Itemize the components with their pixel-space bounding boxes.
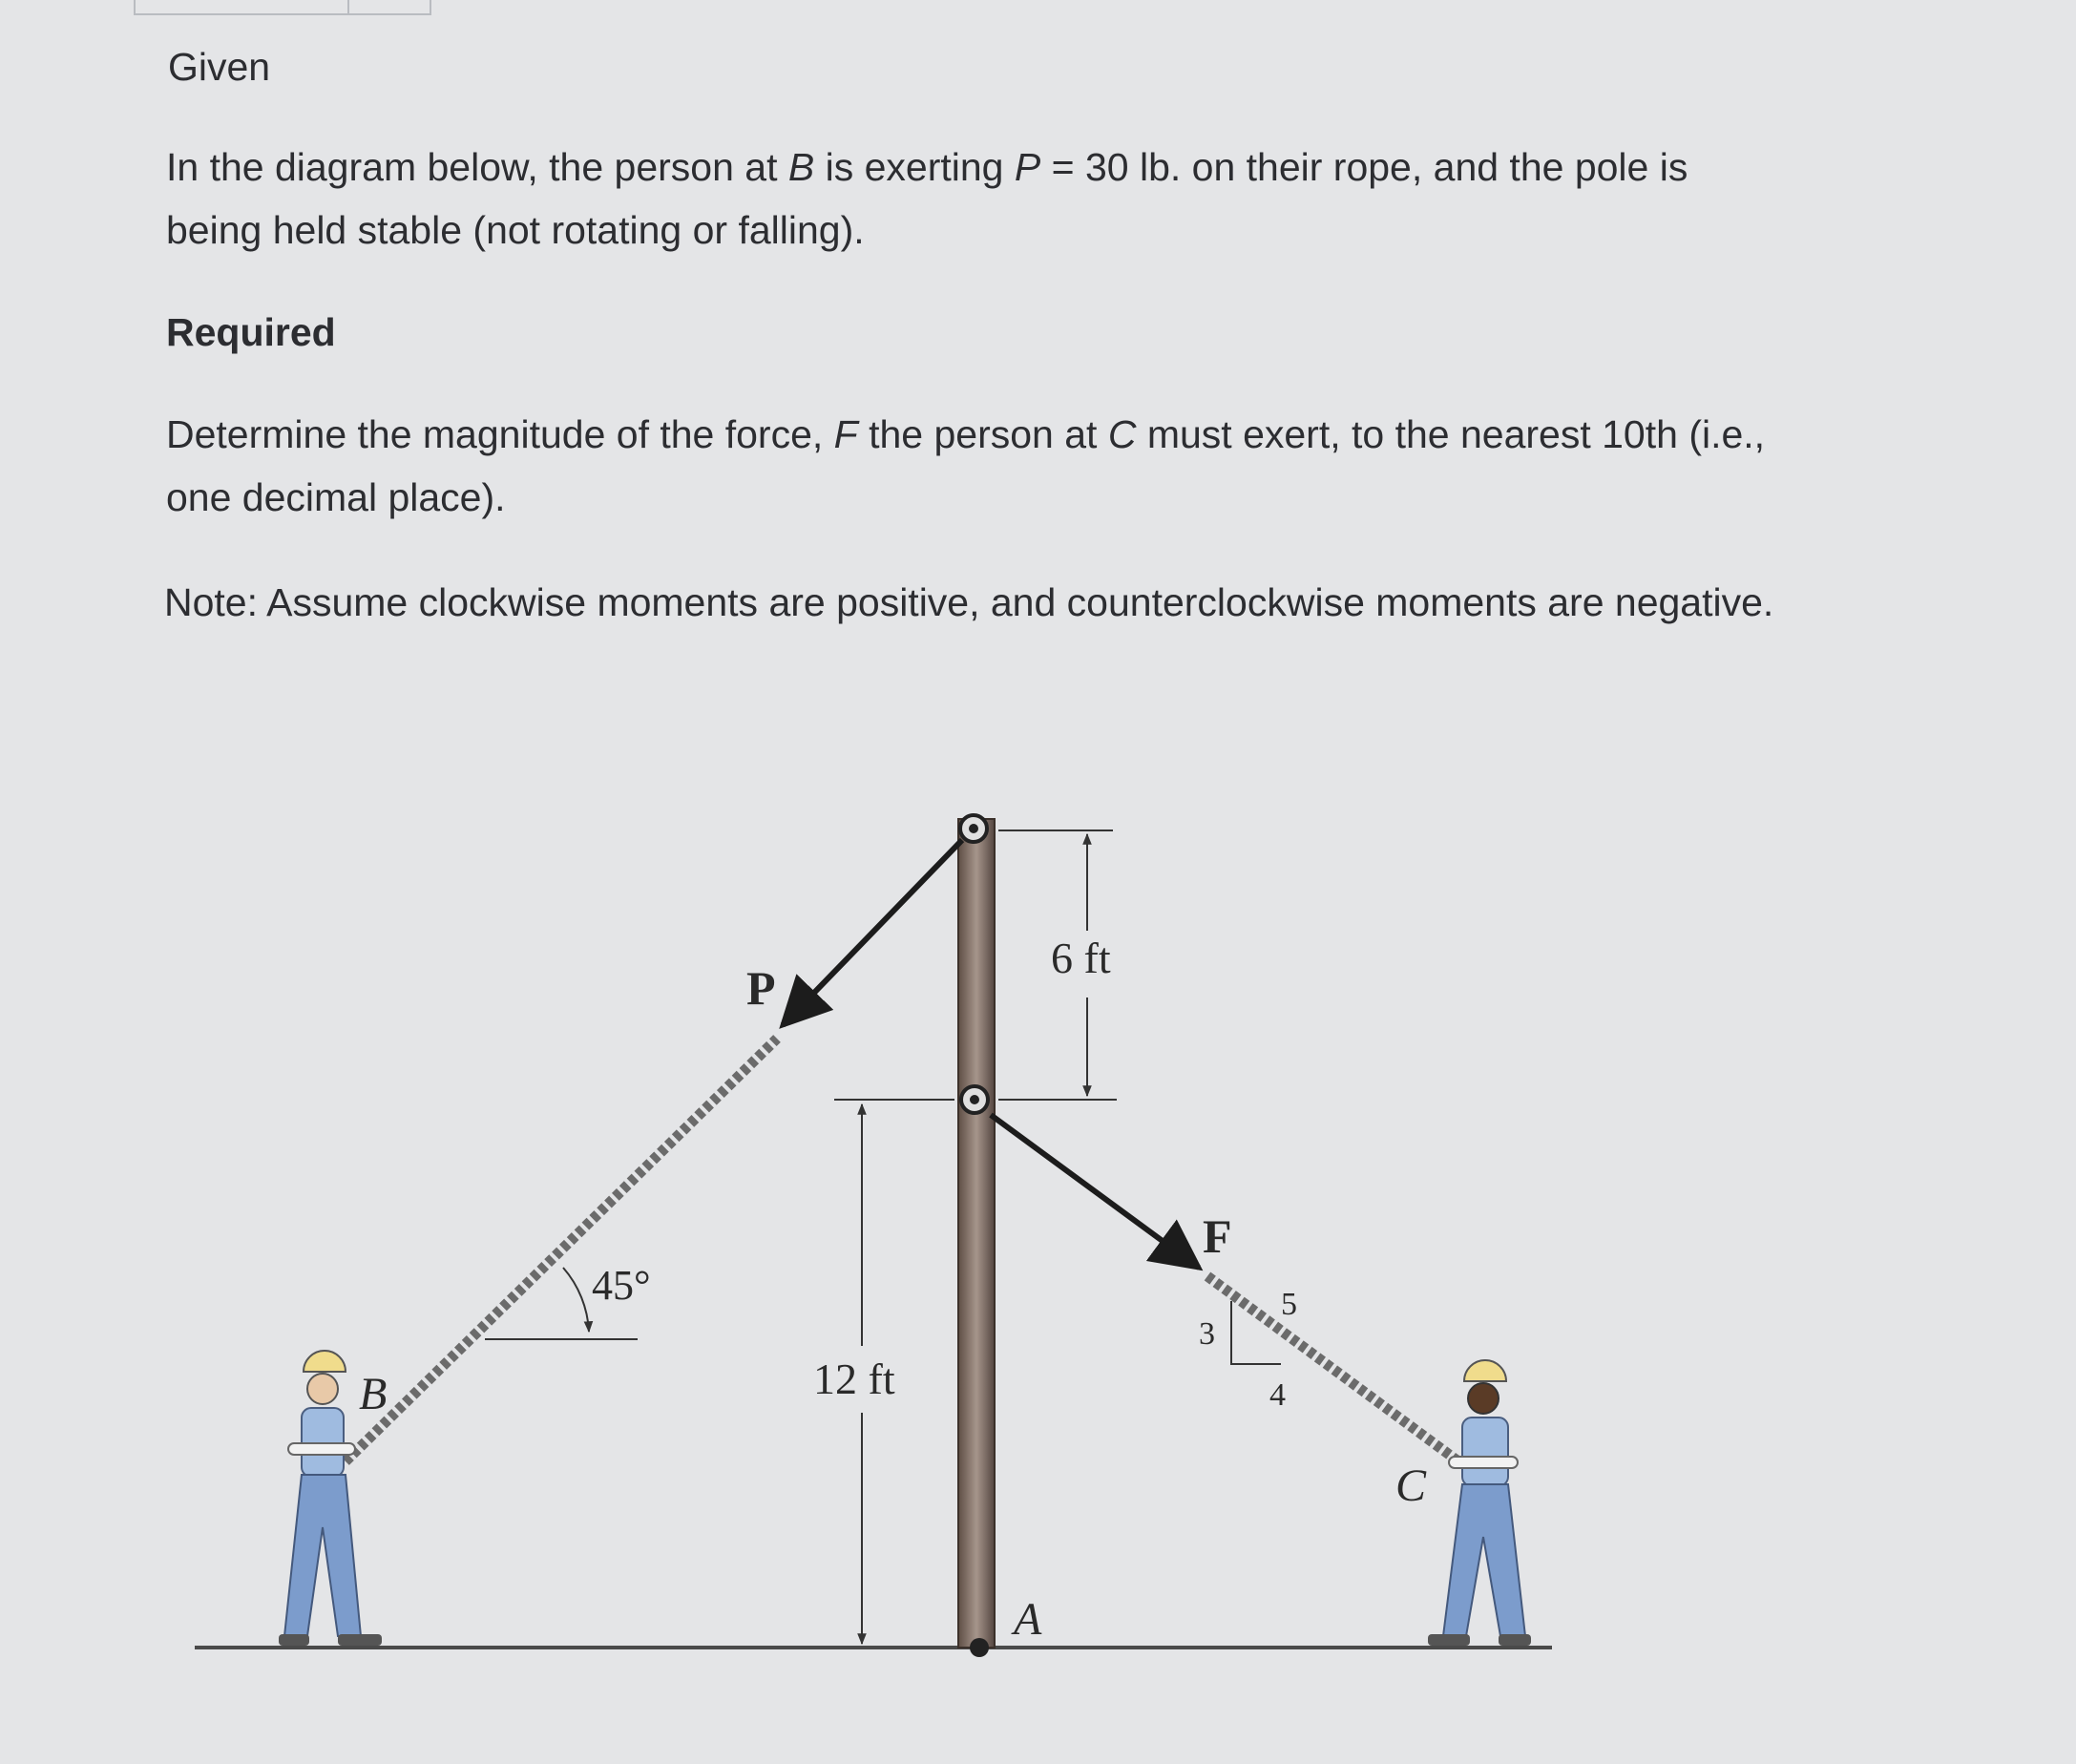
- required-heading: Required: [166, 310, 336, 354]
- label-b: B: [359, 1369, 388, 1419]
- rope-c: [1207, 1276, 1458, 1461]
- pole: [958, 819, 995, 1648]
- required-var-f: F: [833, 412, 858, 456]
- force-p-arrow: [783, 840, 962, 1025]
- angle-arc: [563, 1268, 589, 1332]
- given-text-part-2: is exerting: [814, 145, 1015, 189]
- worker-c-figure: [1428, 1360, 1531, 1646]
- force-f-arrow: [991, 1115, 1199, 1268]
- angle-label: 45°: [592, 1262, 651, 1309]
- required-text-part-1: Determine the magnitude of the force,: [166, 412, 834, 456]
- required-text-part-3: must exert, to the nearest 10th (i.e., one decimal place).: [166, 412, 1766, 519]
- label-a: A: [1014, 1594, 1042, 1645]
- slope-triangle: [1231, 1301, 1281, 1364]
- given-text-part-3: = 30 lb. on their rope, and the pole is being held stable (not rotating or falling).: [166, 145, 1688, 252]
- required-var-c: C: [1107, 412, 1137, 456]
- given-var-b: B: [787, 145, 815, 189]
- given-heading: Given: [168, 45, 271, 89]
- slope-run-label: 4: [1269, 1377, 1286, 1413]
- dim-top-label: 6 ft: [1051, 934, 1111, 982]
- given-var-p: P: [1014, 145, 1041, 189]
- dim-height-label: 12 ft: [813, 1354, 895, 1403]
- label-c: C: [1395, 1460, 1427, 1511]
- rope-b: [346, 1039, 777, 1461]
- note-paragraph: Note: Assume clockwise moments are positive, and counterclockwise moments are negative.: [164, 580, 1774, 624]
- given-text-part-1: In the diagram below, the person at: [166, 145, 788, 189]
- label-p: P: [746, 961, 776, 1015]
- point-a-pin: [970, 1638, 989, 1657]
- slope-rise-label: 3: [1199, 1316, 1215, 1352]
- slope-hyp-label: 5: [1281, 1287, 1297, 1322]
- label-f: F: [1203, 1209, 1232, 1263]
- required-text-part-2: the person at: [857, 412, 1108, 456]
